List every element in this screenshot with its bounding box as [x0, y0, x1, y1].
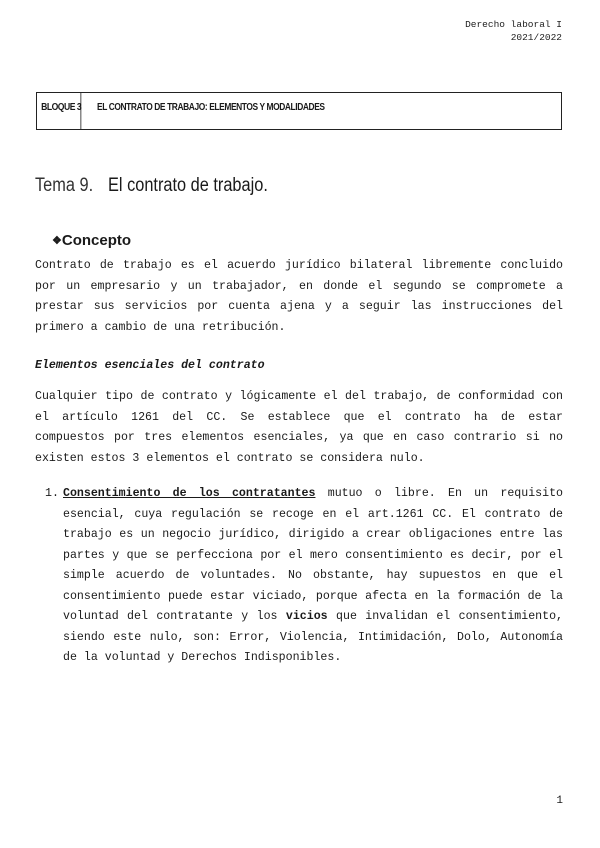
course-name: Derecho laboral I: [465, 19, 562, 30]
elements-list: [45, 484, 563, 669]
bloque-title: EL CONTRATO DE TRABAJO: ELEMENTOS Y MODALIDADES: [97, 101, 325, 113]
list-item-bold-word: vicios: [285, 610, 328, 623]
list-item-number: 1.: [45, 487, 59, 500]
topic-name: El contrato de trabajo.: [107, 175, 268, 196]
list-item-text-a: mutuo o libre. En un requisito esencial, cuya regulación se recoge en el art.1261 CC. El contrato de trabajo es un negocio jurídico, dirigido a crear obligaciones entre las partes y que se perfecciona por el mero consentimiento es decir, por el simple acuerdo de voluntades. No obstante, hay supuestos en que el consentimiento puede estar viciado, porque afecta en la formación de la voluntad del contratante y los: [63, 487, 563, 623]
diamond-bullet-icon: ❖: [52, 235, 62, 247]
elementos-intro-paragraph: Cualquier tipo de contrato y lógicamente el del trabajo, de conformidad con el artículo 1261 del CC. Se establece que el contrato ha de estar compuestos por tres elementos esenciales, ya que en caso contrario si no existen estos 3 elementos el contrato se considera nulo.: [35, 390, 563, 465]
list-item-term: Consentimiento de los contratantes: [63, 487, 316, 500]
concepto-paragraph: Contrato de trabajo es el acuerdo jurídico bilateral libremente concluido por un empresario y un trabajador, en donde el segundo se compromete a prestar sus servicios por cuenta ajena y a seguir las instrucciones del primero a cambio de una retribución.: [35, 259, 563, 334]
bloque-box: [36, 92, 562, 130]
bloque-label: BLOQUE 3: [37, 93, 81, 129]
list-item-text-b: que invalidan el consentimiento, siendo este nulo, son: Error, Violencia, Intimidación, Dolo, Autonomía de la voluntad y Derechos Indisponibles.: [63, 610, 563, 664]
elementos-heading: Elementos esenciales del contrato: [35, 359, 265, 372]
academic-year: 2021/2022: [510, 32, 562, 43]
list-item: [63, 484, 563, 669]
concepto-heading-text: Concepto: [61, 232, 132, 249]
page-number: 1: [556, 795, 563, 807]
topic-title: [35, 175, 294, 197]
bloque-title-cell: [91, 93, 561, 129]
section-heading-concepto: [52, 232, 131, 249]
topic-prefix: Tema 9.: [35, 175, 94, 196]
page-header: [465, 18, 562, 44]
